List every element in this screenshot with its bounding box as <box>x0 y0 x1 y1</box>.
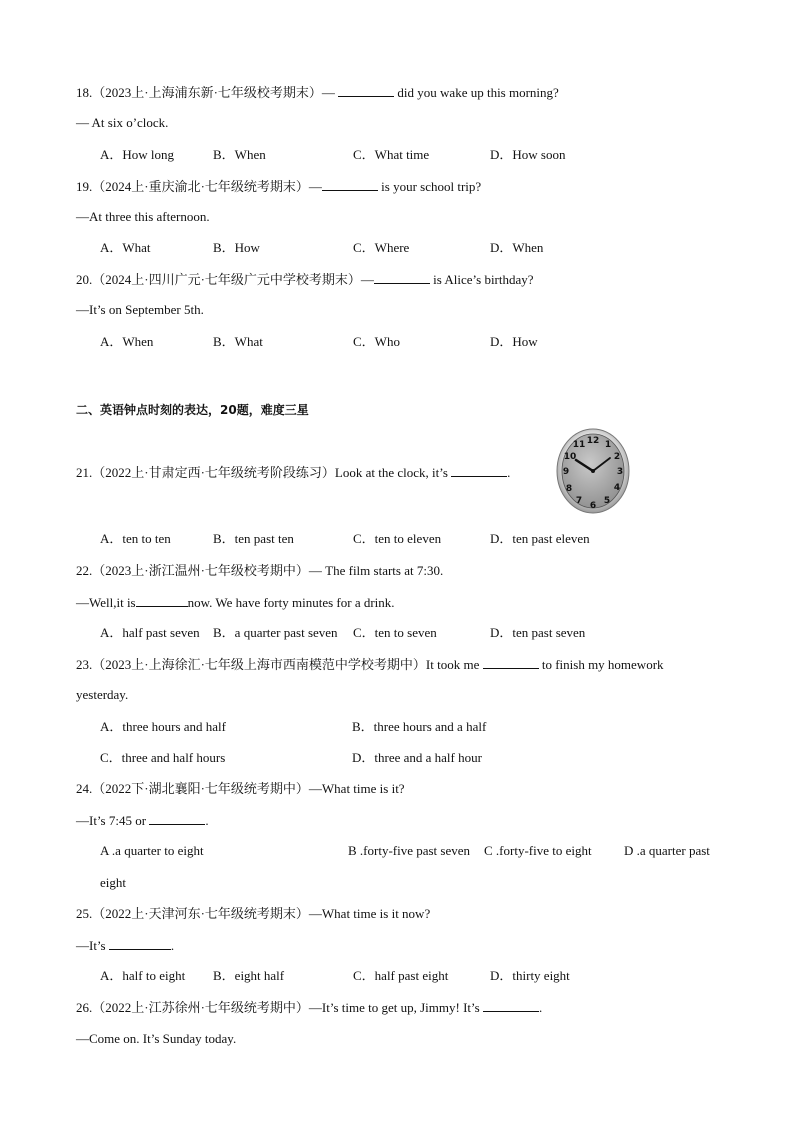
q18-option-d: D．How soon <box>490 147 566 162</box>
q21-option-c: C．ten to eleven <box>353 531 442 546</box>
svg-text:5: 5 <box>603 496 611 506</box>
q24-option-d: D .a quarter past <box>624 843 710 858</box>
svg-text:8: 8 <box>565 484 573 494</box>
q18-option-c: C．What time <box>353 147 430 162</box>
q21-option-a: A．ten to ten <box>100 531 171 546</box>
q18-stem: 18.（2023上·上海浦东新·七年级校考期末）— did you wake up this morning? <box>76 85 559 100</box>
q26-blank <box>483 999 539 1012</box>
svg-text:9: 9 <box>562 467 570 477</box>
q20-option-d: D．How <box>490 334 538 349</box>
q24-stem: 24.（2022下·湖北襄阳·七年级统考期中）—What time is it? <box>76 781 405 796</box>
q18-blank <box>338 84 394 97</box>
q20-blank <box>374 271 430 284</box>
q18-answer: — At six o’clock. <box>76 115 169 130</box>
q23-option-c: C．three and half hours <box>100 750 226 765</box>
q19-blank <box>322 178 378 191</box>
q23-option-d: D．three and a half hour <box>352 750 482 765</box>
q24-reply: —It’s 7:45 or . <box>76 813 209 828</box>
q25-option-b: B．eight half <box>213 968 285 983</box>
q19-option-b: B．How <box>213 240 260 255</box>
q20-option-c: C．Who <box>353 334 400 349</box>
svg-text:6: 6 <box>589 501 597 511</box>
q22-blank <box>136 594 188 607</box>
q24-option-a: A .a quarter to eight <box>100 843 204 858</box>
q19-stem: 19.（2024上·重庆渝北·七年级统考期末）— is your school trip? <box>76 179 482 194</box>
svg-text:10: 10 <box>563 452 577 462</box>
q24-option-b: B .forty-five past seven <box>348 843 471 858</box>
svg-text:4: 4 <box>613 483 621 493</box>
q20-stem: 20.（2024上·四川广元·七年级广元中学校考期末）— is Alice’s birthday? <box>76 272 534 287</box>
q22-option-c: C．ten to seven <box>353 625 437 640</box>
q20-answer: —It’s on September 5th. <box>76 302 204 317</box>
q26-answer: —Come on. It’s Sunday today. <box>76 1031 237 1046</box>
q25-option-a: A．half to eight <box>100 968 186 983</box>
svg-text:3: 3 <box>616 467 624 477</box>
q21-blank <box>451 464 507 477</box>
q25-blank <box>109 937 171 950</box>
q22-stem: 22.（2023上·浙江温州·七年级校考期中）— The film starts at 7:30. <box>76 563 444 578</box>
q24-blank <box>149 812 205 825</box>
q18-option-b: B．When <box>213 147 266 162</box>
svg-text:11: 11 <box>572 440 586 450</box>
q22-reply: —Well,it is now. We have forty minutes for a drink. <box>76 595 395 610</box>
q25-reply: —It’s . <box>76 938 175 953</box>
q19-answer: —At three this afternoon. <box>76 209 210 224</box>
q23-option-a: A．three hours and half <box>100 719 226 734</box>
q18-option-a: A．How long <box>100 147 175 162</box>
q22-option-b: B．a quarter past seven <box>213 625 338 640</box>
q25-option-c: C．half past eight <box>353 968 449 983</box>
q25-stem: 25.（2022上·天津河东·七年级统考期末）—What time is it now? <box>76 906 431 921</box>
q23-stem: 23.（2023上·上海徐汇·七年级上海市西南模范中学校考期中）It took me to finish my homework <box>76 657 664 672</box>
q22-option-d: D．ten past seven <box>490 625 586 640</box>
q23-option-b: B．three hours and a half <box>352 719 487 734</box>
q19-option-a: A．What <box>100 240 151 255</box>
q21-option-d: D．ten past eleven <box>490 531 590 546</box>
q24-option-c: C .forty-five to eight <box>484 843 592 858</box>
q21-stem: 21.（2022上·甘肃定西·七年级统考阶段练习）Look at the clock, it’s . <box>76 465 511 480</box>
q24-option-d-cont: eight <box>100 875 126 890</box>
q25-option-d: D．thirty eight <box>490 968 570 983</box>
svg-text:2: 2 <box>613 452 621 462</box>
q21-option-b: B．ten past ten <box>213 531 294 546</box>
svg-text:12: 12 <box>586 436 600 446</box>
q23-blank <box>483 656 539 669</box>
q20-option-a: A．When <box>100 334 154 349</box>
q20-option-b: B．What <box>213 334 263 349</box>
q23-stem-cont: yesterday. <box>76 687 129 702</box>
q22-option-a: A．half past seven <box>100 625 200 640</box>
svg-text:7: 7 <box>575 496 583 506</box>
q19-option-c: C．Where <box>353 240 410 255</box>
section-heading: 二、英语钟点时刻的表达，20题，难度三星 <box>76 403 309 417</box>
q19-option-d: D．When <box>490 240 544 255</box>
svg-text:1: 1 <box>604 440 612 450</box>
clock-image <box>556 428 630 514</box>
q26-stem: 26.（2022上·江苏徐州·七年级统考期中）—It’s time to get up, Jimmy! It’s . <box>76 1000 543 1015</box>
